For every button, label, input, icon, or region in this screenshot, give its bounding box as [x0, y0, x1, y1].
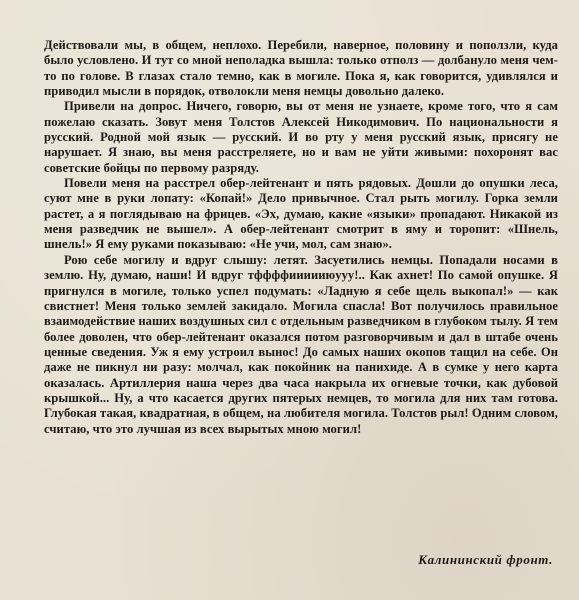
paragraph: Повели меня на расстрел обер-лейтенант и пять рядовых. Дошли до опушки леса, суют мне в руки лопату: «Копай!» Дело привычное. Стал рыть могилу. Горка земли растет, а я поглядываю на фрицев. «Эх, думаю, какие «языки» пропадают. Никакой из меня разведчик не вышел». А обер-лейтенант смотрит в яму и торопит: «Шнель, шнель!» Я ему руками показываю: «Не учи, мол, сам знаю».: [44, 176, 558, 252]
paragraph: Действовали мы, в общем, неплохо. Перебили, наверное, половину и поползли, куда было условлено. И тут со мной неполадка вышла: только отполз — долбануло меня чем-то по голове. В глазах стало темно, как в могиле. Пока я, как говорится, удивлялся и приводил мысли в порядок, отволокли меня немцы довольно далеко.: [44, 38, 558, 99]
signature-front-name: Калининский фронт.: [418, 552, 553, 567]
paragraph: Рою себе могилу и вдруг слышу: летят. Засуетились немцы. Попадали носами в землю. Ну, думаю, наши! И вдруг тффффиииииюууу!.. Как ахнет! По самой опушке. Я пригнулся в могиле, только успел подумать: «Ладную я себе щель выкопал!» — как свистнет! Меня только землей закидало. Могила спасла! Вот получилось правильное взаимодействие наших воздушных сил с отдельным разведчиком в глубоком тылу. Я тем более доволен, что обер-лейтенант оказался потом разговорчивым и дал в штабе очень ценные сведения. Уж я ему устроил вынос! До самых наших окопов тащил на себе. Он даже не пикнул ни разу: молчал, как покойник на панихиде. А в сумке у него карта оказалась. Артиллерия наша через два часа накрыла их огневые точки, как дубовой крышкой... Ну, а что касается других пятерых немцев, то могила для них там готова. Глубокая такая, квадратная, в общем, на любителя могила. Толстов рыл! Одним словом, считаю, что это лучшая из всех вырытых мною могил!: [44, 252, 558, 436]
body-text: [44, 38, 558, 437]
paragraph: Привели на допрос. Ничего, говорю, вы от меня не узнаете, кроме того, что я сам пожелаю сказать. Зовут меня Толстов Алексей Никодимович. По национальности я русский. Родной мой язык — русский. И во рту у меня русский язык, присягу не нарушает. Я знаю, вы меня расстреляете, но и вам не уйти живыми: похоронят вас советские бойцы по первому разряду.: [44, 99, 558, 175]
